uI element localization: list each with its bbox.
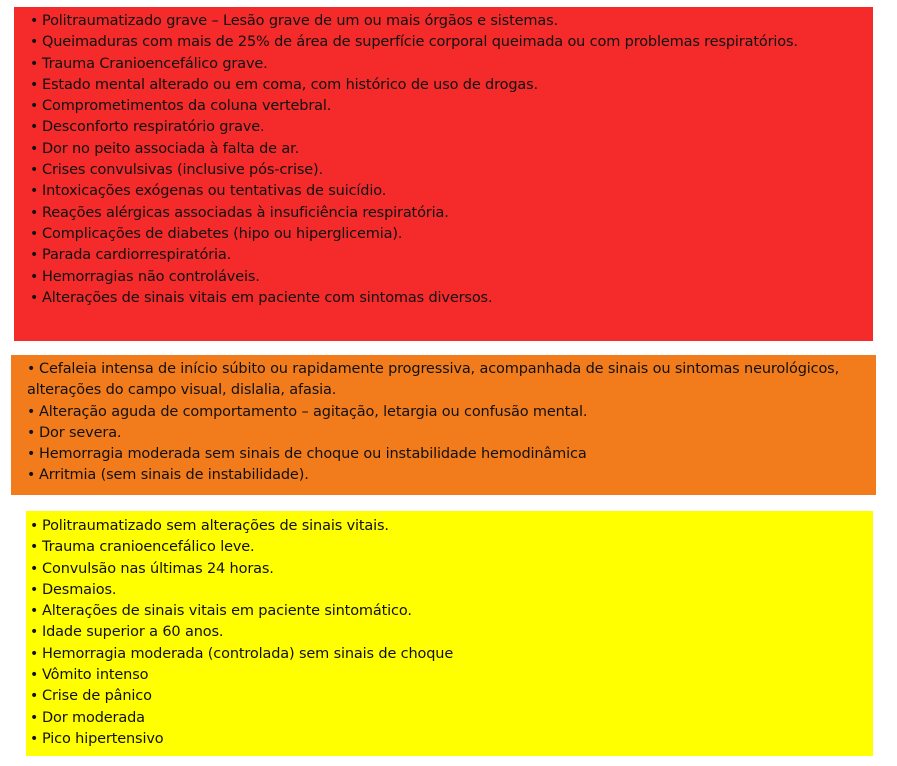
list-item: • Hemorragia moderada (controlada) sem sinais de choque <box>30 644 859 665</box>
red-priority-list <box>30 11 861 309</box>
list-item: • Desconforto respiratório grave. <box>30 117 861 138</box>
list-item: • Pico hipertensivo <box>30 729 859 750</box>
list-item: • Hemorragias não controláveis. <box>30 267 861 288</box>
list-item: • Dor moderada <box>30 708 859 729</box>
list-item: • Arritmia (sem sinais de instabilidade). <box>27 465 862 486</box>
list-item: • Convulsão nas últimas 24 horas. <box>30 559 859 580</box>
list-item: • Politraumatizado grave – Lesão grave de um ou mais órgãos e sistemas. <box>30 11 861 32</box>
list-item: • Estado mental alterado ou em coma, com histórico de uso de drogas. <box>30 75 861 96</box>
list-item: • Reações alérgicas associadas à insuficiência respiratória. <box>30 203 861 224</box>
orange-priority-list <box>27 359 862 487</box>
list-item: • Dor no peito associada à falta de ar. <box>30 139 861 160</box>
list-item: • Vômito intenso <box>30 665 859 686</box>
orange-priority-box <box>11 355 876 495</box>
list-item: • Crise de pânico <box>30 686 859 707</box>
list-item: • Trauma cranioencefálico leve. <box>30 537 859 558</box>
yellow-priority-list <box>30 516 859 750</box>
list-item: • Alteração aguda de comportamento – agitação, letargia ou confusão mental. <box>27 402 862 423</box>
list-item: • Intoxicações exógenas ou tentativas de suicídio. <box>30 181 861 202</box>
list-item: • Alterações de sinais vitais em paciente com sintomas diversos. <box>30 288 861 309</box>
list-item: • Trauma Cranioencefálico grave. <box>30 54 861 75</box>
red-priority-box <box>14 7 873 341</box>
list-item: • Hemorragia moderada sem sinais de choque ou instabilidade hemodinâmica <box>27 444 862 465</box>
list-item: • Comprometimentos da coluna vertebral. <box>30 96 861 117</box>
list-item: • Queimaduras com mais de 25% de área de superfície corporal queimada ou com problemas respiratórios. <box>30 32 861 53</box>
list-item: • Complicações de diabetes (hipo ou hiperglicemia). <box>30 224 861 245</box>
list-item: • Cefaleia intensa de início súbito ou rapidamente progressiva, acompanhada de sinais ou sintomas neurológicos, alterações do campo visual, dislalia, afasia. <box>27 359 862 402</box>
list-item: • Parada cardiorrespiratória. <box>30 245 861 266</box>
list-item: • Politraumatizado sem alterações de sinais vitais. <box>30 516 859 537</box>
list-item: • Dor severa. <box>27 423 862 444</box>
list-item: • Desmaios. <box>30 580 859 601</box>
yellow-priority-box <box>26 511 873 756</box>
list-item: • Crises convulsivas (inclusive pós-crise). <box>30 160 861 181</box>
list-item: • Idade superior a 60 anos. <box>30 622 859 643</box>
list-item: • Alterações de sinais vitais em paciente sintomático. <box>30 601 859 622</box>
